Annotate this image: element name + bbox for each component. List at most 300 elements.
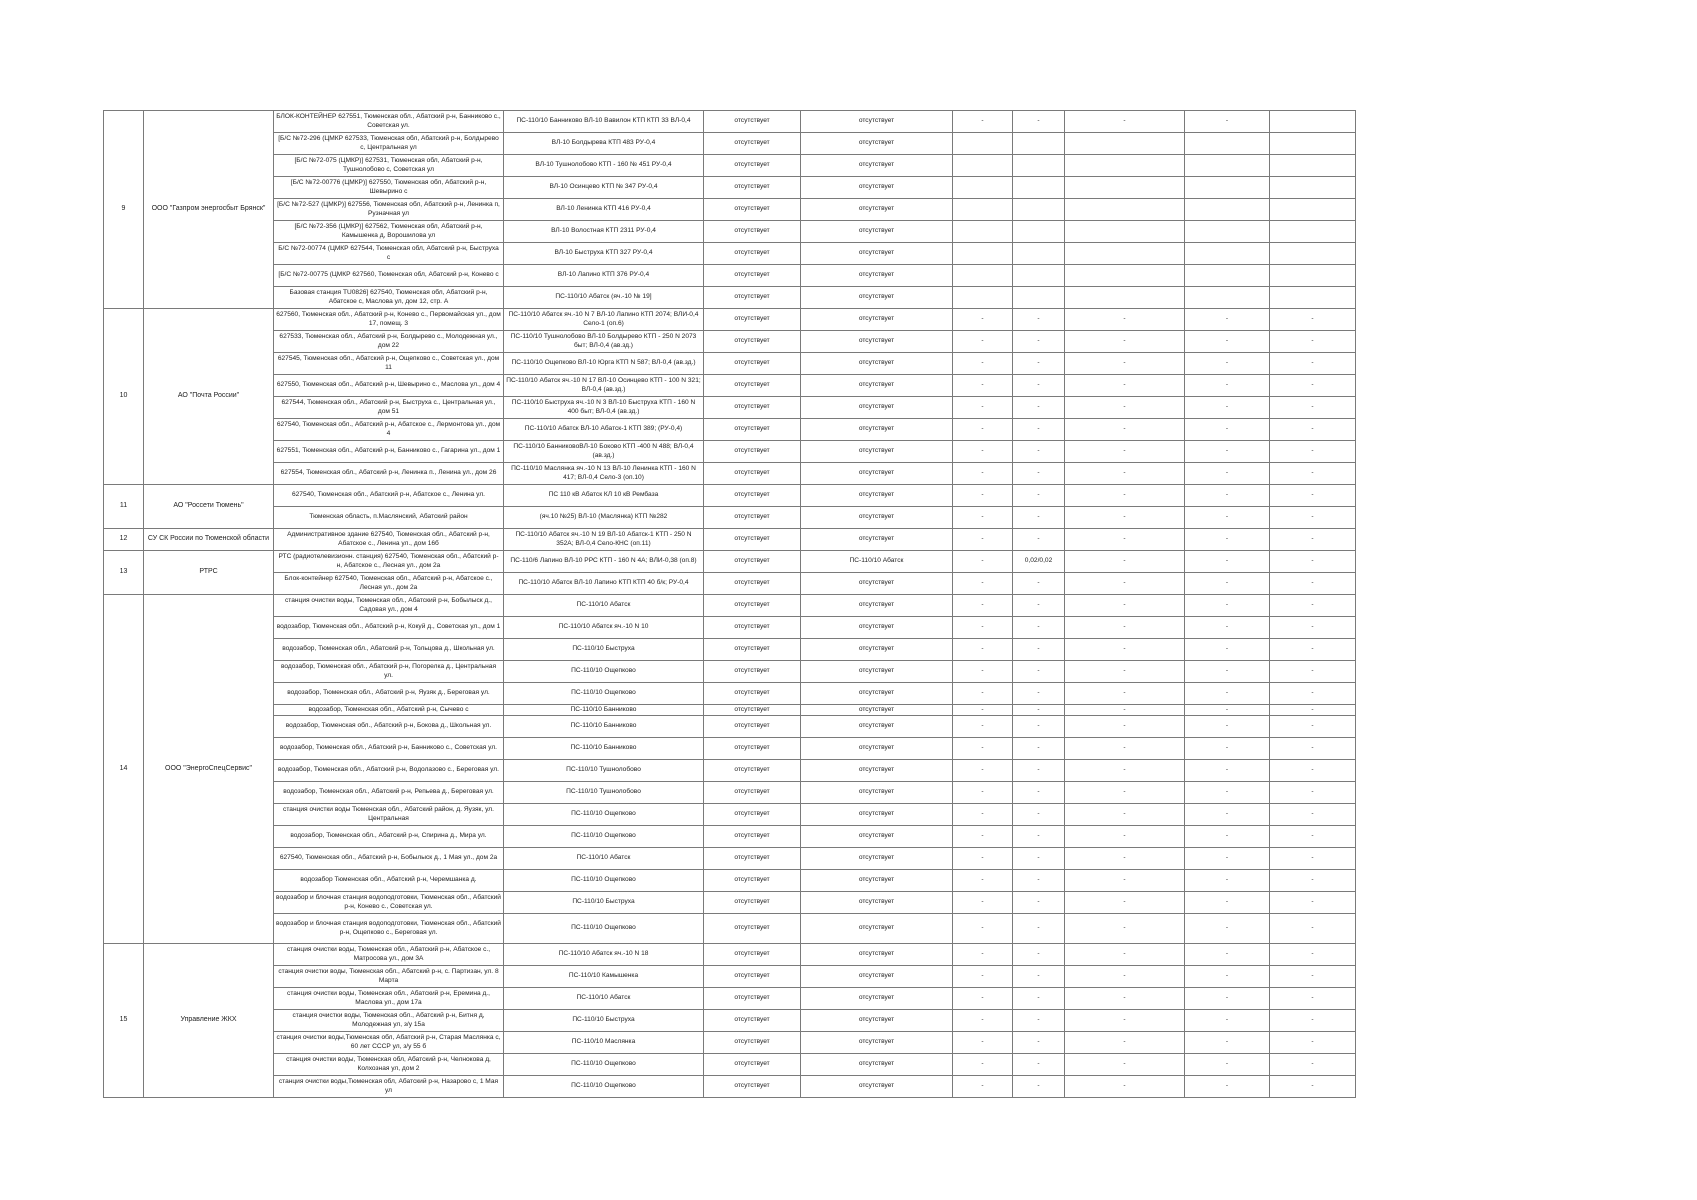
supply-source-cell: ПС-110/10 Банниково [504,738,704,760]
value-cell [953,199,1013,221]
supply-source-cell: ПС-110/10 Абатск яч.-10 N 7 ВЛ-10 Лапино КТП 2074; ВЛИ-0,4 Село-1 (оп.6) [504,309,704,331]
value-cell: - [1013,760,1065,782]
value-cell: - [1065,804,1185,826]
supply-source-cell: ПС-110/10 Быструха [504,892,704,914]
value-cell [1013,177,1065,199]
status-cell: отсутствует [704,760,801,782]
status-cell: отсутствует [801,419,953,441]
supply-source-cell: ПС-110/10 Ощепково [504,804,704,826]
value-cell: - [1185,804,1270,826]
address-cell: [Б/С №72-075 (ЦМКР)] 627531, Тюменская обл, Абатский р-н, Тушнолобово с, Советская ул [274,155,504,177]
status-cell: отсутствует [704,1032,801,1054]
value-cell: - [953,944,1013,966]
status-cell: отсутствует [801,892,953,914]
status-cell: отсутствует [704,944,801,966]
table-row [104,683,1356,705]
value-cell: - [1270,331,1356,353]
status-cell: отсутствует [801,1054,953,1076]
status-cell: отсутствует [801,617,953,639]
value-cell: - [1065,485,1185,507]
value-cell: - [1013,419,1065,441]
supply-source-cell: ПС 110 кВ Абатск КЛ 10 кВ Рембаза [504,485,704,507]
address-cell: 627560, Тюменская обл., Абатский р-н, Конево с., Первомайская ул., дом 17, помещ. 3 [274,309,504,331]
value-cell: - [1013,716,1065,738]
value-cell: - [1185,617,1270,639]
value-cell: - [1185,441,1270,463]
supply-source-cell: ПС-110/10 Быструха [504,639,704,661]
table-body [104,111,1356,1098]
value-cell: - [1270,1032,1356,1054]
value-cell: - [1065,705,1185,716]
status-cell: отсутствует [704,848,801,870]
value-cell: - [1270,782,1356,804]
value-cell: - [953,804,1013,826]
value-cell: - [1270,441,1356,463]
table-row [104,353,1356,375]
value-cell: - [1270,705,1356,716]
value-cell [1270,111,1356,133]
address-cell: водозабор и блочная станция водоподготовки, Тюменская обл., Абатский р-н, Ощепково с., Береговая ул. [274,914,504,944]
value-cell: - [1185,1076,1270,1098]
status-cell: отсутствует [801,243,953,265]
value-cell [953,287,1013,309]
status-cell: отсутствует [801,1032,953,1054]
value-cell: - [1185,914,1270,944]
value-cell: - [1185,988,1270,1010]
status-cell: отсутствует [801,944,953,966]
supply-source-cell: ПС-110/10 Ощепково [504,683,704,705]
address-cell: водозабор, Тюменская обл., Абатский р-н, Бокова д., Школьная ул. [274,716,504,738]
value-cell: - [1013,848,1065,870]
supply-source-cell: ПС-110/10 Тушнолобово ВЛ-10 Болдырево КТП - 250 N 2073 быт; ВЛ-0,4 (ав.зд.) [504,331,704,353]
supply-source-cell: ПС-110/10 Абатск ВЛ-10 Абатск-1 КТП 389; (РУ-0,4) [504,419,704,441]
address-cell: станция очистки воды, Тюменская обл, Абатский р-н, Челнокова д, Колхозная ул, дом 2 [274,1054,504,1076]
value-cell: - [1185,683,1270,705]
supply-source-cell: ПС-110/10 Абатск [504,595,704,617]
address-cell: Административное здание 627540, Тюменская обл., Абатский р-н, Абатское с., Ленина ул., дом 16б [274,529,504,551]
status-cell: отсутствует [704,617,801,639]
status-cell: отсутствует [704,221,801,243]
value-cell: 0,02/0,02 [1013,551,1065,573]
supply-source-cell: ПС-110/10 Маслянка [504,1032,704,1054]
value-cell: - [1185,111,1270,133]
value-cell [1185,287,1270,309]
value-cell: - [1270,944,1356,966]
value-cell: - [1270,419,1356,441]
supply-source-cell: ПС-110/10 Тушнолобово [504,760,704,782]
value-cell [1013,265,1065,287]
value-cell: - [1270,738,1356,760]
address-cell: станция очистки воды, Тюменская обл., Абатский р-н, Битня д, Молодежная ул, з/у 15а [274,1010,504,1032]
address-cell: водозабор, Тюменская обл., Абатский р-н, Погорелка д., Центральная ул. [274,661,504,683]
value-cell [1270,221,1356,243]
value-cell: - [1013,595,1065,617]
value-cell: - [1065,760,1185,782]
table-row [104,760,1356,782]
row-number-cell: 9 [104,111,144,309]
status-cell: отсутствует [704,463,801,485]
value-cell: - [1185,826,1270,848]
status-cell: отсутствует [801,988,953,1010]
value-cell [1270,265,1356,287]
value-cell: - [1013,1054,1065,1076]
value-cell: - [1013,1010,1065,1032]
value-cell: - [1185,760,1270,782]
table-row [104,639,1356,661]
address-cell: водозабор, Тюменская обл., Абатский р-н, Спирина д., Мира ул. [274,826,504,848]
value-cell [1065,221,1185,243]
address-cell: 627550, Тюменская обл., Абатский р-н, Шевырино с., Маслова ул., дом 4 [274,375,504,397]
status-cell: отсутствует [801,133,953,155]
status-cell: отсутствует [801,914,953,944]
value-cell: - [1013,1032,1065,1054]
status-cell: отсутствует [704,287,801,309]
address-cell: станция очистки воды,Тюменская обл, Абатский р-н, Назарово с, 1 Мая ул [274,1076,504,1098]
value-cell: - [1013,331,1065,353]
address-cell: водозабор, Тюменская обл., Абатский р-н, Яузяк д., Береговая ул. [274,683,504,705]
value-cell: - [1185,738,1270,760]
value-cell [1270,287,1356,309]
supply-source-cell: ВЛ-10 Осинцево КТП № 347 РУ-0,4 [504,177,704,199]
status-cell: отсутствует [801,804,953,826]
address-cell: водозабор, Тюменская обл., Абатский р-н, Банниково с., Советская ул. [274,738,504,760]
value-cell: - [1065,738,1185,760]
status-cell: отсутствует [704,966,801,988]
status-cell: отсутствует [704,892,801,914]
value-cell: - [1065,892,1185,914]
status-cell: отсутствует [704,133,801,155]
table-row [104,243,1356,265]
value-cell: - [953,309,1013,331]
address-cell: Тюменская область, п.Маслянский, Абатский район [274,507,504,529]
value-cell: - [1185,1032,1270,1054]
value-cell [1013,287,1065,309]
address-cell: водозабор Тюменская обл., Абатский р-н, Черемшанка д. [274,870,504,892]
status-cell: отсутствует [704,485,801,507]
value-cell: - [1185,944,1270,966]
table-row [104,848,1356,870]
status-cell: отсутствует [801,463,953,485]
status-cell: отсутствует [801,309,953,331]
value-cell [1013,155,1065,177]
table-row [104,716,1356,738]
value-cell [953,177,1013,199]
value-cell [1185,177,1270,199]
row-number-cell: 15 [104,944,144,1098]
table-row [104,892,1356,914]
value-cell: - [1185,353,1270,375]
value-cell: - [953,595,1013,617]
value-cell: - [953,683,1013,705]
organization-cell: СУ СК России по Тюменской области [144,529,274,551]
status-cell: отсутствует [801,177,953,199]
status-cell: отсутствует [704,397,801,419]
table-row [104,463,1356,485]
status-cell: отсутствует [704,1054,801,1076]
status-cell: отсутствует [801,353,953,375]
value-cell: - [1270,760,1356,782]
table-row [104,988,1356,1010]
value-cell: - [1065,1054,1185,1076]
value-cell: - [1065,1076,1185,1098]
address-cell: [Б/С №72-527 (ЦМКР)] 627556, Тюменская обл, Абатский р-н, Ленинка п, Рузначная ул [274,199,504,221]
status-cell: отсутствует [801,595,953,617]
value-cell: - [1065,683,1185,705]
value-cell [1065,199,1185,221]
value-cell: - [1270,463,1356,485]
table-row [104,1032,1356,1054]
table-row [104,1076,1356,1098]
status-cell: отсутствует [704,1010,801,1032]
address-cell: водозабор, Тюменская обл., Абатский р-н, Репьева д., Береговая ул. [274,782,504,804]
value-cell: - [953,397,1013,419]
supply-source-cell: ПС-110/10 Быструха яч.-10 N 3 ВЛ-10 Быструха КТП - 160 N 400 быт; ВЛ-0,4 (ав.зд.) [504,397,704,419]
status-cell: отсутствует [704,243,801,265]
value-cell: - [1270,826,1356,848]
value-cell: - [1185,463,1270,485]
status-cell: отсутствует [704,309,801,331]
address-cell: 627545, Тюменская обл., Абатский р-н, Ощепково с., Советская ул., дом 11 [274,353,504,375]
value-cell: - [953,375,1013,397]
table-row [104,221,1356,243]
address-cell: станция очистки воды, Тюменская обл., Абатский р-н, с. Партизан, ул. 8 Марта [274,966,504,988]
value-cell: - [1013,441,1065,463]
table-row [104,265,1356,287]
value-cell [1013,199,1065,221]
value-cell [953,155,1013,177]
supply-source-cell: ПС-110/10 Абатск (яч.-10 № 19] [504,287,704,309]
value-cell [1065,265,1185,287]
address-cell: [Б/С №72-00776 (ЦМКР)] 627550, Тюменская обл, Абатский р-н, Шевырино с [274,177,504,199]
supply-source-cell: ПС-110/10 Маслянка яч.-10 N 13 ВЛ-10 Ленинка КТП - 160 N 417; ВЛ-0,4 Село-3 (оп.10) [504,463,704,485]
status-cell: отсутствует [801,199,953,221]
supply-source-cell: ПС-110/10 Абатск яч.-10 N 19 ВЛ-10 Абатск-1 КТП - 250 N 352А; ВЛ-0,4 Село-КНС (оп.11) [504,529,704,551]
value-cell: - [953,485,1013,507]
value-cell: - [953,1054,1013,1076]
value-cell [953,243,1013,265]
value-cell: - [1270,639,1356,661]
status-cell: отсутствует [801,507,953,529]
value-cell: - [1013,826,1065,848]
status-cell: отсутствует [801,287,953,309]
value-cell [1013,243,1065,265]
value-cell: - [1185,1054,1270,1076]
value-cell: - [1013,705,1065,716]
value-cell: - [1065,353,1185,375]
supply-source-cell: (яч.10 №25) ВЛ-10 (Маслянка) КТП №282 [504,507,704,529]
supply-source-cell: ПС-110/10 Ощепково [504,914,704,944]
value-cell: - [1013,870,1065,892]
value-cell: - [1013,804,1065,826]
value-cell: - [953,331,1013,353]
value-cell: - [1185,375,1270,397]
table-row [104,573,1356,595]
table-row [104,507,1356,529]
status-cell: отсутствует [801,1010,953,1032]
table-row [104,397,1356,419]
status-cell: отсутствует [704,441,801,463]
value-cell [1185,155,1270,177]
status-cell: отсутствует [704,529,801,551]
table-row [104,419,1356,441]
value-cell: - [1065,661,1185,683]
value-cell: - [1185,485,1270,507]
address-cell: станция очистки воды, Тюменская обл., Абатский р-н, Бобылыск д., Садовая ул., дом 4 [274,595,504,617]
value-cell: - [1185,595,1270,617]
value-cell: - [953,738,1013,760]
status-cell: отсутствует [704,507,801,529]
table-row [104,782,1356,804]
supply-source-cell: ПС-110/6 Лапино ВЛ-10 РРС КТП - 160 N 4А; ВЛИ-0,38 (оп.8) [504,551,704,573]
value-cell: - [1185,551,1270,573]
value-cell [1270,199,1356,221]
value-cell: - [953,111,1013,133]
value-cell: - [1065,1032,1185,1054]
value-cell: - [1065,419,1185,441]
value-cell: - [1065,529,1185,551]
value-cell [1065,133,1185,155]
value-cell [953,133,1013,155]
value-cell [1013,133,1065,155]
status-cell: ПС-110/10 Абатск [801,551,953,573]
address-cell: [Б/С №72-00775 (ЦМКР 627560, Тюменская обл, Абатский р-н, Конево с [274,265,504,287]
value-cell: - [1185,870,1270,892]
address-cell: водозабор, Тюменская обл., Абатский р-н, Кокуй д., Советская ул., дом 1 [274,617,504,639]
status-cell: отсутствует [704,419,801,441]
status-cell: отсутствует [801,782,953,804]
supply-source-cell: ВЛ-10 Тушнолобово КТП - 160 № 451 РУ-0,4 [504,155,704,177]
address-cell: водозабор, Тюменская обл., Абатский р-н, Водолазово с., Береговая ул. [274,760,504,782]
value-cell [1065,243,1185,265]
status-cell: отсутствует [801,760,953,782]
status-cell: отсутствует [704,353,801,375]
status-cell: отсутствует [801,573,953,595]
value-cell: - [1270,1076,1356,1098]
value-cell: - [1270,397,1356,419]
value-cell [1270,177,1356,199]
supply-source-cell: ПС-110/10 Ощепково [504,870,704,892]
status-cell: отсутствует [704,111,801,133]
value-cell: - [1013,683,1065,705]
value-cell: - [1013,463,1065,485]
value-cell: - [1185,966,1270,988]
value-cell: - [1270,485,1356,507]
address-cell: 627540, Тюменская обл., Абатский р-н, Бобылыск д., 1 Мая ул., дом 2а [274,848,504,870]
supply-source-cell: ПС-110/10 Ощепково ВЛ-10 Юрга КТП N 587; ВЛ-0,4 (ав.зд.) [504,353,704,375]
value-cell: - [953,760,1013,782]
value-cell [1185,265,1270,287]
value-cell: - [1185,397,1270,419]
address-cell: 627533, Тюменская обл., Абатский р-н, Болдырево с., Молодежная ул., дом 22 [274,331,504,353]
value-cell: - [1065,914,1185,944]
value-cell: - [1065,870,1185,892]
organization-cell: АО "Россети Тюмень" [144,485,274,529]
value-cell [1065,287,1185,309]
supply-source-cell: ВЛ-10 Быструха КТП 327 РУ-0,4 [504,243,704,265]
row-number-cell: 12 [104,529,144,551]
table-row [104,485,1356,507]
value-cell: - [1013,111,1065,133]
value-cell: - [1065,848,1185,870]
value-cell: - [1013,1076,1065,1098]
value-cell: - [1013,782,1065,804]
row-number-cell: 10 [104,309,144,485]
value-cell [1185,199,1270,221]
value-cell: - [1270,661,1356,683]
address-cell: [Б/С №72-296 (ЦМКР 627533, Тюменская обл, Абатский р-н, Болдырево с, Центральная ул [274,133,504,155]
value-cell: - [1013,661,1065,683]
supply-source-cell: ВЛ-10 Волостная КТП 2311 РУ-0,4 [504,221,704,243]
value-cell: - [1270,1054,1356,1076]
address-cell: [Б/С №72-356 (ЦМКР)] 627562, Тюменская обл, Абатский р-н, Камышенка д, Ворошилова ул [274,221,504,243]
value-cell: - [953,1076,1013,1098]
address-cell: водозабор, Тюменская обл., Абатский р-н, Сычево с [274,705,504,716]
data-table [103,110,1356,1098]
supply-source-cell: ПС-110/10 Ощепково [504,661,704,683]
status-cell: отсутствует [801,265,953,287]
value-cell: - [1270,914,1356,944]
status-cell: отсутствует [704,914,801,944]
status-cell: отсутствует [704,639,801,661]
value-cell [1065,155,1185,177]
status-cell: отсутствует [704,199,801,221]
supply-source-cell: ПС-110/10 Абатск яч.-10 N 10 [504,617,704,639]
supply-source-cell: ПС-110/10 Банниково ВЛ-10 Вавилон КТП КТП 33 ВЛ-0,4 [504,111,704,133]
supply-source-cell: ВЛ-10 Ленинка КТП 416 РУ-0,4 [504,199,704,221]
status-cell: отсутствует [801,375,953,397]
value-cell: - [1013,738,1065,760]
value-cell: - [1065,507,1185,529]
value-cell: - [1065,826,1185,848]
value-cell: - [953,782,1013,804]
value-cell: - [1185,892,1270,914]
value-cell: - [953,507,1013,529]
table-row [104,309,1356,331]
table-row [104,441,1356,463]
value-cell: - [1065,944,1185,966]
value-cell: - [1185,639,1270,661]
supply-source-cell: ПС-110/10 Ощепково [504,1076,704,1098]
status-cell: отсутствует [704,551,801,573]
row-number-cell: 13 [104,551,144,595]
status-cell: отсутствует [801,397,953,419]
value-cell: - [953,914,1013,944]
organization-cell: АО "Почта России" [144,309,274,485]
table-row [104,529,1356,551]
value-cell: - [1013,397,1065,419]
value-cell: - [1065,375,1185,397]
value-cell: - [1065,595,1185,617]
table-row [104,287,1356,309]
address-cell: водозабор и блочная станция водоподготовки, Тюменская обл., Абатский р-н, Конево с., Советская ул. [274,892,504,914]
status-cell: отсутствует [801,716,953,738]
value-cell: - [1013,914,1065,944]
value-cell: - [953,551,1013,573]
value-cell: - [1065,617,1185,639]
value-cell: - [953,617,1013,639]
value-cell: - [1270,309,1356,331]
status-cell: отсутствует [801,848,953,870]
table-row [104,111,1356,133]
status-cell: отсутствует [801,1076,953,1098]
value-cell: - [1270,353,1356,375]
value-cell: - [1270,551,1356,573]
status-cell: отсутствует [801,111,953,133]
status-cell: отсутствует [704,1076,801,1098]
value-cell: - [1013,944,1065,966]
table-row [104,966,1356,988]
value-cell: - [953,988,1013,1010]
